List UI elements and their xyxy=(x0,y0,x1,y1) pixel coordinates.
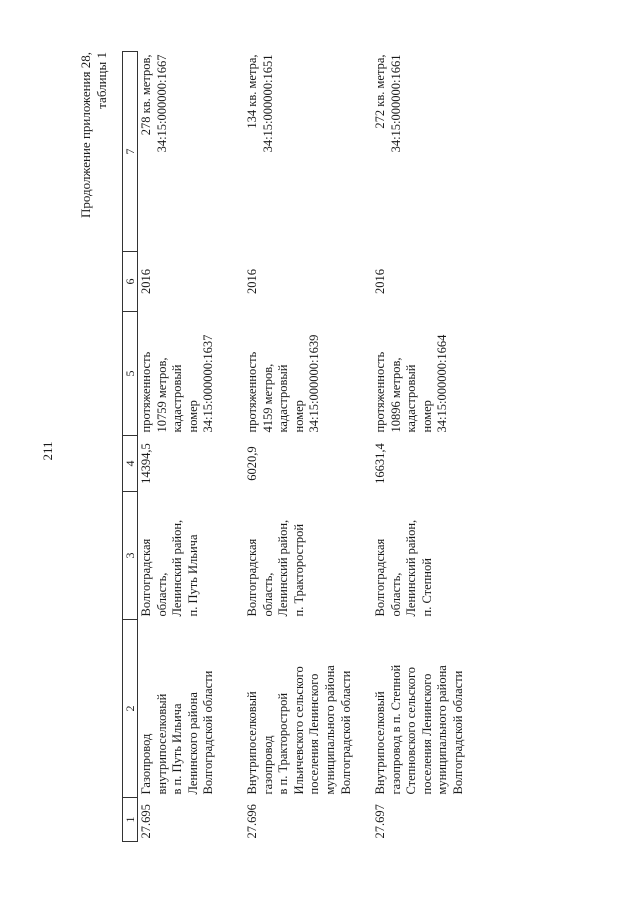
text-line: Степновского сельского xyxy=(404,666,419,795)
text-line: Ленинский район, xyxy=(170,519,185,617)
row-number: 27.696 xyxy=(245,804,259,839)
text-line: 10759 метров, xyxy=(154,357,169,433)
text-line: п. Степной xyxy=(419,558,434,617)
object-name xyxy=(244,620,372,798)
object-characteristics xyxy=(244,312,372,436)
text-line: протяженность xyxy=(245,351,259,433)
land-plot-info xyxy=(244,52,372,252)
text-line: Ленинский район, xyxy=(404,519,419,617)
object-year: 2016 xyxy=(139,269,153,294)
table-row xyxy=(372,52,500,842)
object-value: 14394,5 xyxy=(139,443,153,484)
object-characteristics xyxy=(372,312,500,436)
text-line: муниципального района xyxy=(322,665,337,795)
caption-line-1: Продолжение приложения 28, xyxy=(78,52,93,219)
text-line: поселения Ленинского xyxy=(419,673,434,795)
text-line: кадастровый xyxy=(404,364,419,433)
column-header: 4 xyxy=(123,436,138,492)
text-line: 34:15:000000:1664 xyxy=(435,334,450,433)
text-line: Ленинский район, xyxy=(276,519,291,617)
text-line: поселения Ленинского xyxy=(307,673,322,795)
object-value: 16631,4 xyxy=(373,443,387,484)
text-line: 10896 метров, xyxy=(388,357,403,433)
table-caption xyxy=(78,52,110,252)
text-line: протяженность xyxy=(139,351,153,433)
text-line: 4159 метров, xyxy=(260,363,275,433)
landscape-page xyxy=(78,52,478,842)
column-header: 7 xyxy=(123,52,138,252)
column-header: 1 xyxy=(123,798,138,842)
table-row xyxy=(244,52,372,842)
text-line: 272 кв. метра, xyxy=(373,54,387,129)
text-line: газопровод в п. Степной xyxy=(388,664,403,795)
column-header: 3 xyxy=(123,492,138,620)
object-address xyxy=(244,492,372,620)
text-line: Ленинского района xyxy=(185,692,200,795)
text-line: номер xyxy=(185,400,200,433)
text-line: Внутрипоселковый xyxy=(373,691,387,795)
text-line: номер xyxy=(419,400,434,433)
text-line: Волгоградской области xyxy=(338,670,353,795)
object-address xyxy=(138,492,245,620)
text-line: Волгоградской области xyxy=(201,670,216,795)
text-line: Ильичевского сельского xyxy=(291,666,306,795)
text-line: кадастровый xyxy=(276,364,291,433)
text-line: муниципального района xyxy=(435,665,450,795)
column-header: 6 xyxy=(123,252,138,312)
object-address xyxy=(372,492,500,620)
text-line: 34:15:000000:1639 xyxy=(307,334,322,433)
text-line: 278 кв. метров, xyxy=(139,54,153,136)
object-value: 6020,9 xyxy=(245,446,259,481)
text-line: в п. Тракторострой xyxy=(276,692,291,795)
text-line: 34:15:000000:1661 xyxy=(388,54,403,153)
text-line: Газопровод xyxy=(139,733,153,795)
object-characteristics xyxy=(138,312,245,436)
row-number: 27.697 xyxy=(373,804,387,839)
text-line: п. Тракторострой xyxy=(291,523,306,617)
land-plot-info xyxy=(372,52,500,252)
text-line: 134 кв. метра, xyxy=(245,54,259,129)
object-name xyxy=(372,620,500,798)
property-table xyxy=(122,51,500,842)
column-header: 2 xyxy=(123,620,138,798)
text-line: 34:15:000000:1651 xyxy=(260,54,275,153)
text-line: Волгоградская область, xyxy=(139,538,169,617)
text-line: Волгоградская область, xyxy=(245,538,275,617)
object-year: 2016 xyxy=(373,269,387,294)
text-line: номер xyxy=(291,400,306,433)
row-number: 27.695 xyxy=(139,804,153,839)
page-number: 211 xyxy=(40,441,55,461)
table-row xyxy=(138,52,245,842)
text-line: 34:15:000000:1667 xyxy=(154,54,169,153)
text-line: 34:15:000000:1637 xyxy=(201,334,216,433)
land-plot-info xyxy=(138,52,245,252)
column-header: 5 xyxy=(123,312,138,436)
text-line: газопровод xyxy=(260,735,275,795)
text-line: Волгоградской области xyxy=(450,670,465,795)
object-year: 2016 xyxy=(245,269,259,294)
text-line: п. Путь Ильича xyxy=(185,534,200,617)
text-line: Волгоградская область, xyxy=(373,538,403,617)
caption-line-2: таблицы 1 xyxy=(94,52,109,109)
text-line: внутрипоселковый xyxy=(154,693,169,795)
text-line: Внутрипоселковый xyxy=(245,691,259,795)
text-line: в п. Путь Ильича xyxy=(170,703,185,795)
text-line: кадастровый xyxy=(170,364,185,433)
text-line: протяженность xyxy=(373,351,387,433)
header-row xyxy=(123,52,138,842)
object-name xyxy=(138,620,245,798)
